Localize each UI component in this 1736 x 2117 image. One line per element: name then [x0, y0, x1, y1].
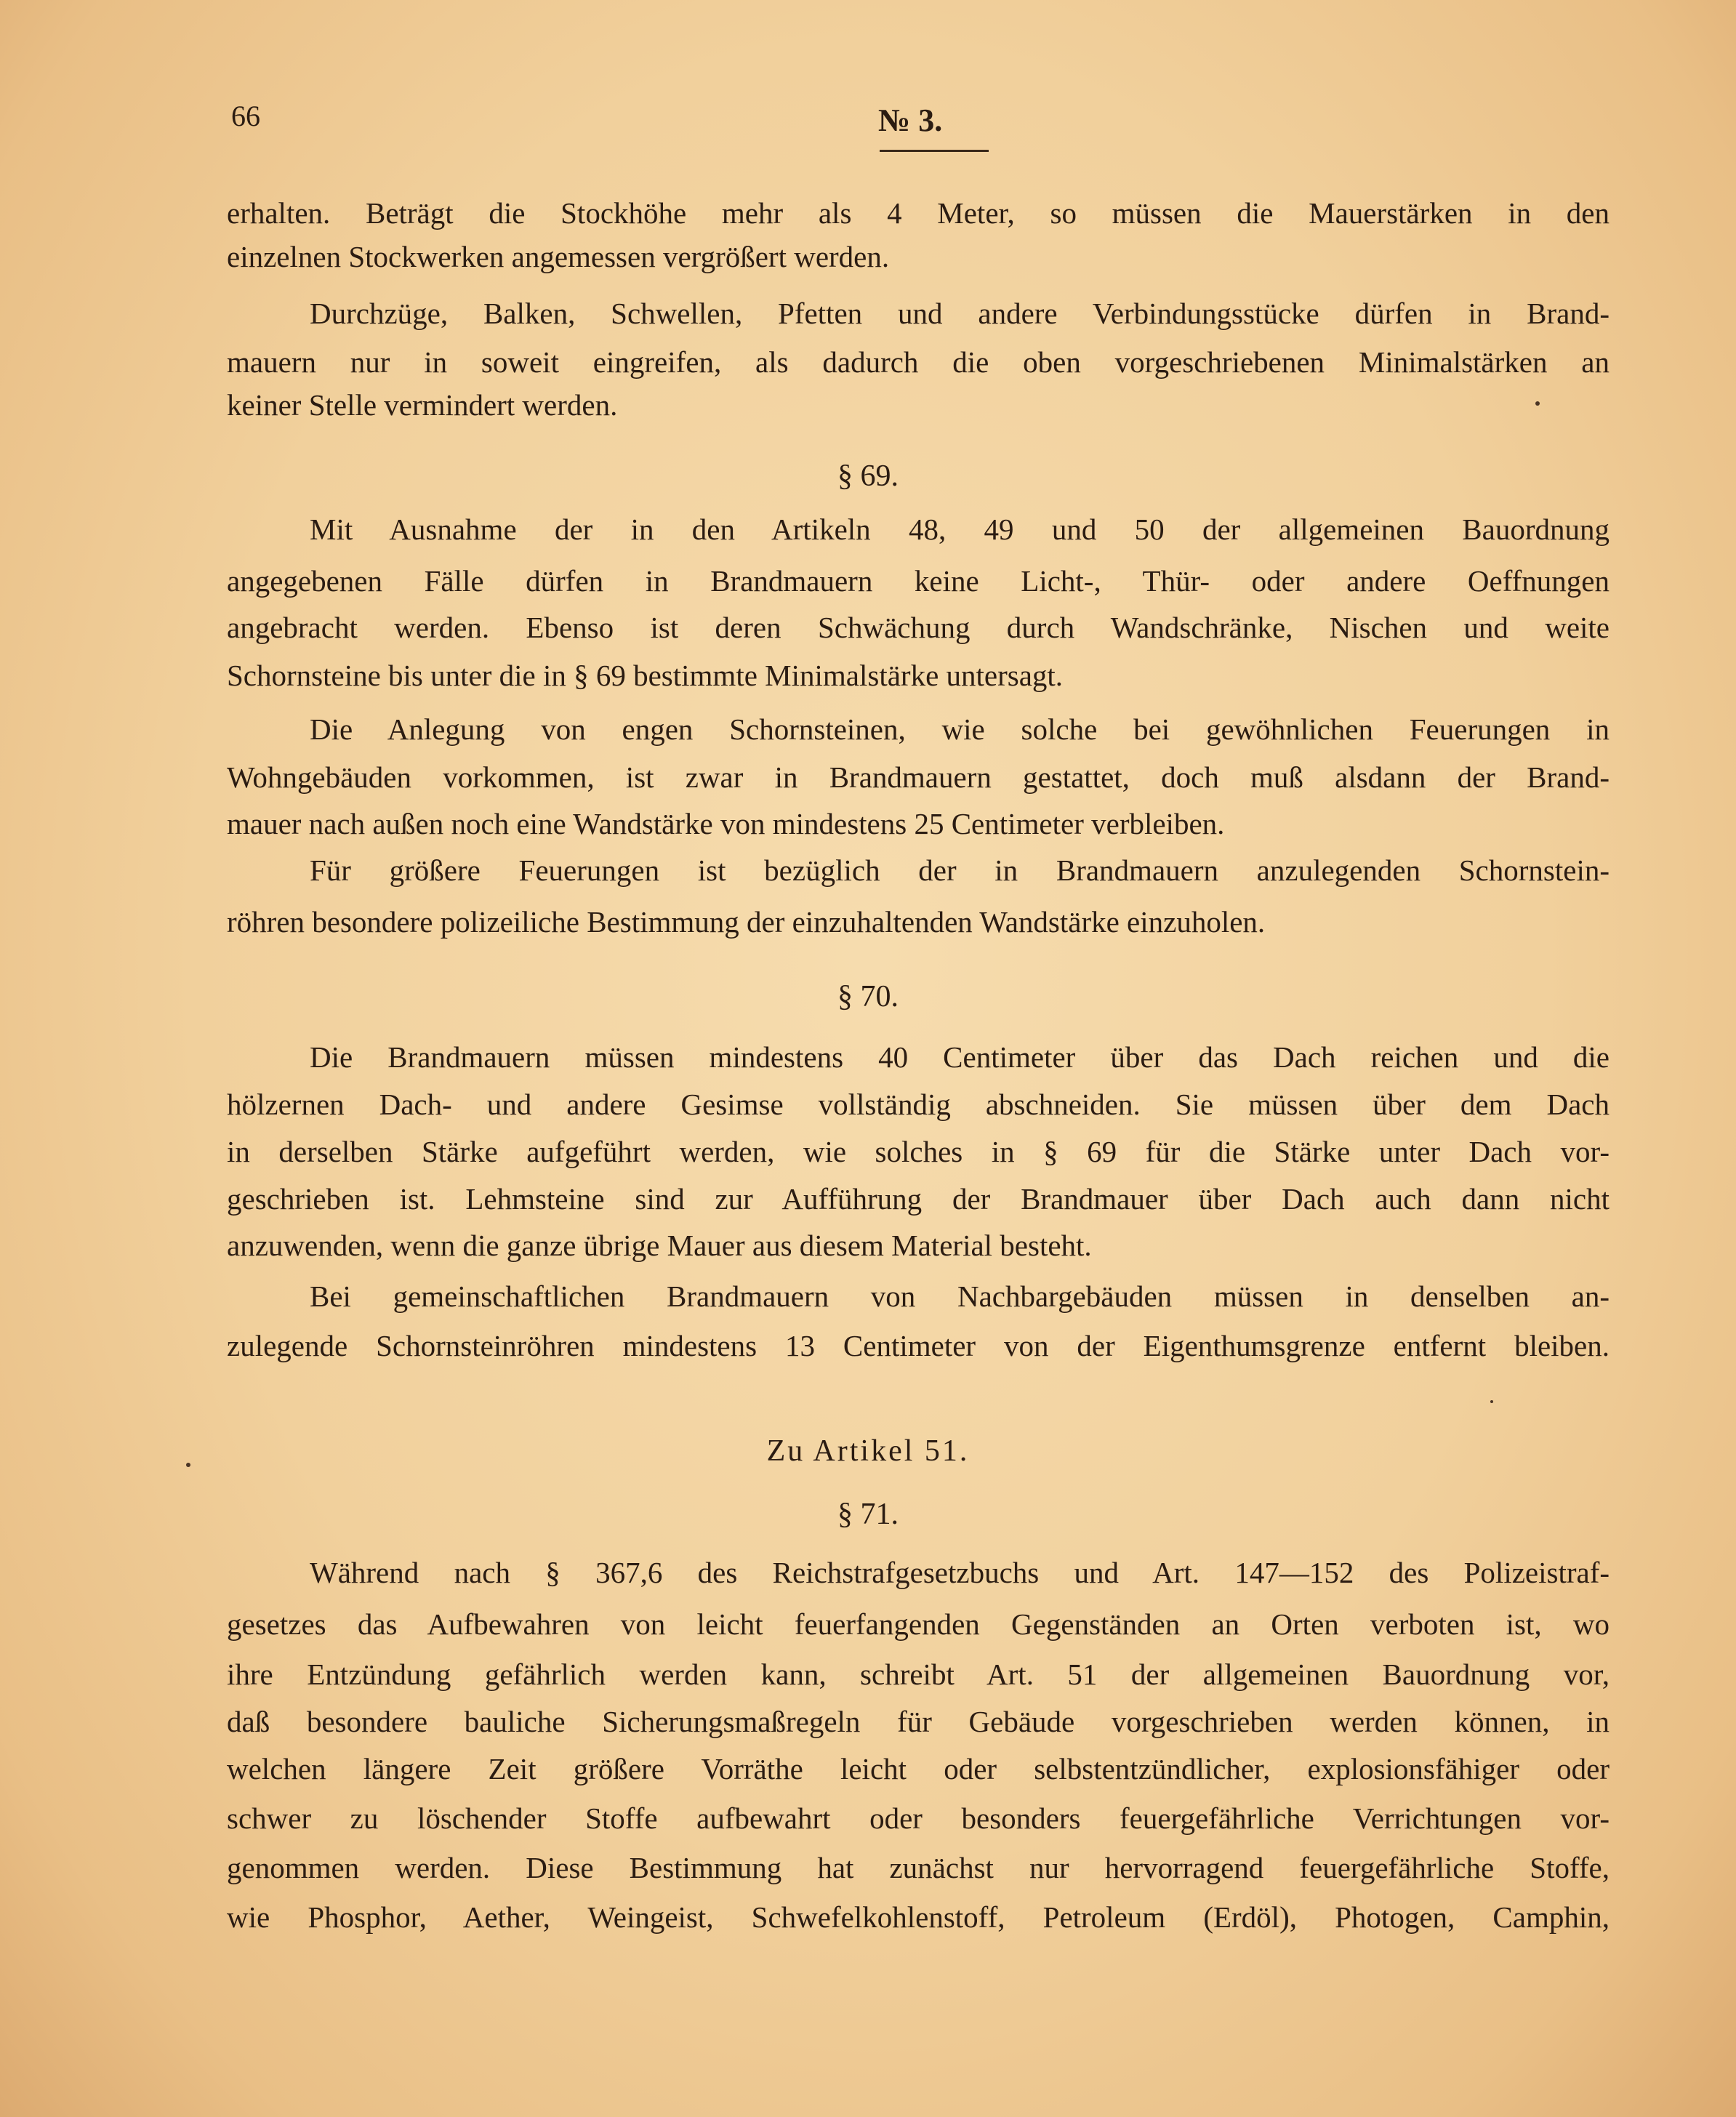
text-line: in derselben Stärke aufgeführt werden, wie solches in § 69 für die Stärke unter Dach vor-	[227, 1135, 1610, 1168]
text-line: erhalten. Beträgt die Stockhöhe mehr als 4 Meter, so müssen die Mauerstärken in den	[227, 196, 1610, 230]
speck	[1535, 401, 1540, 406]
text-line: angebracht werden. Ebenso ist deren Schwächung durch Wandschränke, Nischen und weite	[227, 611, 1610, 644]
text-line: zulegende Schornsteinröhren mindestens 13 Centimeter von der Eigenthumsgrenze entfernt bleiben.	[227, 1329, 1610, 1362]
text-line: daß besondere bauliche Sicherungsmaßregeln für Gebäude vorgeschrieben werden können, in	[227, 1705, 1610, 1738]
text-line: Mit Ausnahme der in den Artikeln 48, 49 und 50 der allgemeinen Bauordnung	[310, 513, 1610, 546]
text-line: Durchzüge, Balken, Schwellen, Pfetten und andere Verbindungsstücke dürfen in Brand-	[310, 297, 1610, 330]
text-line: ihre Entzündung gefährlich werden kann, schreibt Art. 51 der allgemeinen Bauordnung vor,	[227, 1658, 1610, 1691]
article-heading: Zu Artikel 51.	[766, 1434, 970, 1468]
text-line: anzuwenden, wenn die ganze übrige Mauer aus diesem Material besteht.	[227, 1229, 1092, 1262]
text-line: Die Brandmauern müssen mindestens 40 Centimeter über das Dach reichen und die	[310, 1040, 1610, 1074]
text-line: mauer nach außen noch eine Wandstärke von mindestens 25 Centimeter verbleiben.	[227, 807, 1225, 840]
text-line: gesetzes das Aufbewahren von leicht feuerfangenden Gegenständen an Orten verboten ist, wo	[227, 1607, 1610, 1641]
text-line: Für größere Feuerungen ist bezüglich der in Brandmauern anzulegenden Schornstein-	[310, 853, 1610, 887]
text-line: Während nach § 367,6 des Reichstrafgesetzbuchs und Art. 147—152 des Polizeistraf-	[310, 1556, 1610, 1589]
text-line: genommen werden. Diese Bestimmung hat zunächst nur hervorragend feuergefährliche Stoffe,	[227, 1851, 1610, 1884]
text-line: welchen längere Zeit größere Vorräthe leicht oder selbstentzündlicher, explosionsfähiger oder	[227, 1752, 1610, 1785]
text-line: geschrieben ist. Lehmsteine sind zur Aufführung der Brandmauer über Dach auch dann nicht	[227, 1182, 1610, 1216]
text-line: mauern nur in soweit eingreifen, als dadurch die oben vorgeschriebenen Minimalstärken an	[227, 345, 1610, 379]
text-line: Schornsteine bis unter die in § 69 bestimmte Minimalstärke untersagt.	[227, 659, 1064, 692]
section-heading-70: § 70.	[837, 980, 899, 1013]
text-line: Bei gemeinschaftlichen Brandmauern von Nachbargebäuden müssen in denselben an-	[310, 1280, 1610, 1313]
speck	[1490, 1400, 1493, 1403]
section-heading-69: § 69.	[837, 459, 899, 493]
speck	[186, 1463, 190, 1467]
text-line: Wohngebäuden vorkommen, ist zwar in Brandmauern gestattet, doch muß alsdann der Brand-	[227, 760, 1610, 794]
text-line: schwer zu löschender Stoffe aufbewahrt oder besonders feuergefährliche Verrichtungen vor-	[227, 1801, 1610, 1835]
header-rule	[880, 150, 989, 152]
page-number: 66	[231, 100, 260, 132]
text-line: hölzernen Dach- und andere Gesimse vollständig abschneiden. Sie müssen über dem Dach	[227, 1088, 1610, 1121]
text-line: röhren besondere polizeiliche Bestimmung der einzuhaltenden Wandstärke einzuholen.	[227, 905, 1266, 939]
issue-number: № 3.	[878, 103, 943, 138]
text-line: Die Anlegung von engen Schornsteinen, wie solche bei gewöhnlichen Feuerungen in	[310, 712, 1610, 746]
text-line: angegebenen Fälle dürfen in Brandmauern keine Licht-, Thür- oder andere Oeffnungen	[227, 564, 1610, 598]
section-heading-71: § 71.	[837, 1498, 899, 1531]
text-line: einzelnen Stockwerken angemessen vergrößert werden.	[227, 240, 890, 273]
text-line: keiner Stelle vermindert werden.	[227, 388, 618, 422]
text-line: wie Phosphor, Aether, Weingeist, Schwefelkohlenstoff, Petroleum (Erdöl), Photogen, Camphin,	[227, 1900, 1610, 1934]
